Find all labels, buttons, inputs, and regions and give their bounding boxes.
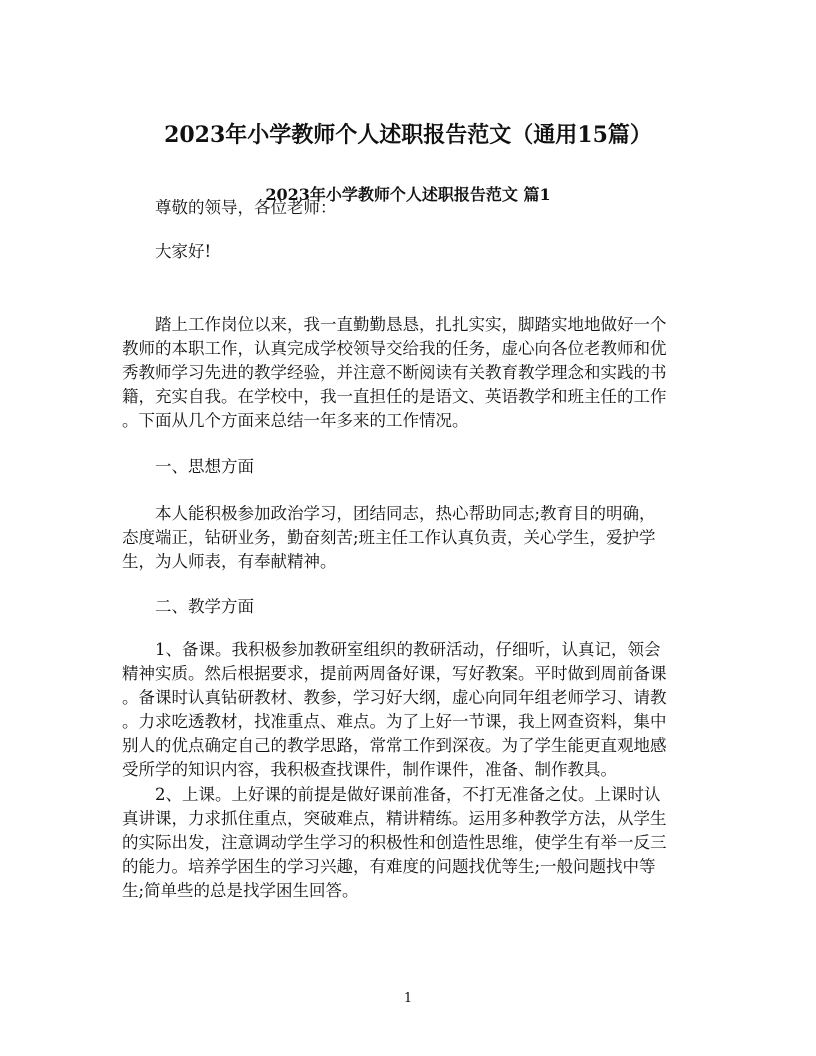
text-line: 本人能积极参加政治学习，团结同志，热心帮助同志;教育目的明确， — [122, 504, 656, 523]
paragraph — [122, 196, 702, 220]
text-line: 尊敬的领导，各位老师： — [122, 198, 337, 217]
paragraph — [122, 595, 702, 619]
paragraph — [122, 313, 702, 433]
text-line: 秀教师学习先进的教学经验，并注意不断阅读有关教育教学理念和实践的书 — [122, 363, 667, 382]
text-line: 别人的优点确定自己的教学思路，常常工作到深夜。为了学生能更直观地感 — [122, 736, 667, 755]
text-line: 。备课时认真钻研教材、教参，学习好大纲，虚心向同年组老师学习、请教 — [122, 688, 667, 707]
text-line: 大家好! — [122, 242, 212, 261]
text-line: 1、备课。我积极参加教研室组织的教研活动，仔细听，认真记，领会 — [122, 640, 661, 659]
text-line: 。力求吃透教材，找准重点、难点。为了上好一节课，我上网查资料，集中 — [122, 712, 667, 731]
text-line: 踏上工作岗位以来，我一直勤勤恳恳，扎扎实实，脚踏实地地做好一个 — [122, 315, 667, 334]
text-line: 的实际出发，注意调动学生学习的积极性和创造性思维，使学生有举一反三 — [122, 833, 667, 852]
text-line: 2、上课。上好课的前提是做好课前准备，不打无准备之仗。上课时认 — [122, 785, 661, 804]
text-line: 真讲课，力求抓住重点，突破难点，精讲精练。运用多种教学方法，从学生 — [122, 809, 667, 828]
document-title: 2023年小学教师个人述职报告范文（通用15篇） — [164, 122, 652, 148]
paragraph — [122, 502, 702, 574]
text-line: 受所学的知识内容，我积极查找课件，制作课件，准备、制作教具。 — [122, 760, 617, 779]
text-line: 一、思想方面 — [122, 457, 254, 476]
text-line: 态度端正，钻研业务，勤奋刻苦;班主任工作认真负责，关心学生，爱护学 — [122, 528, 656, 547]
paragraph — [122, 455, 702, 479]
text-line: 教师的本职工作，认真完成学校领导交给我的任务，虚心向各位老教师和优 — [122, 339, 667, 358]
text-line: 生，为人师表，有奉献精神。 — [122, 552, 337, 571]
text-line: 二、教学方面 — [122, 597, 254, 616]
section-title: 2023年小学教师个人述职报告范文 篇1 — [265, 185, 551, 204]
text-line: 精神实质。然后根据要求，提前两周备好课，写好教案。平时做到周前备课 — [122, 664, 667, 683]
text-line: 籍，充实自我。在学校中，我一直担任的是语文、英语教学和班主任的工作 — [122, 387, 667, 406]
paragraph — [122, 240, 702, 264]
page-number: 1 — [403, 991, 413, 1006]
paragraph — [122, 638, 702, 782]
text-line: 的能力。培养学困生的学习兴趣，有难度的问题找优等生;一般问题找中等 — [122, 857, 656, 876]
paragraph — [122, 783, 702, 903]
text-line: 生;简单些的总是找学困生回答。 — [122, 881, 359, 900]
text-line: 。下面从几个方面来总结一年多来的工作情况。 — [122, 411, 469, 430]
